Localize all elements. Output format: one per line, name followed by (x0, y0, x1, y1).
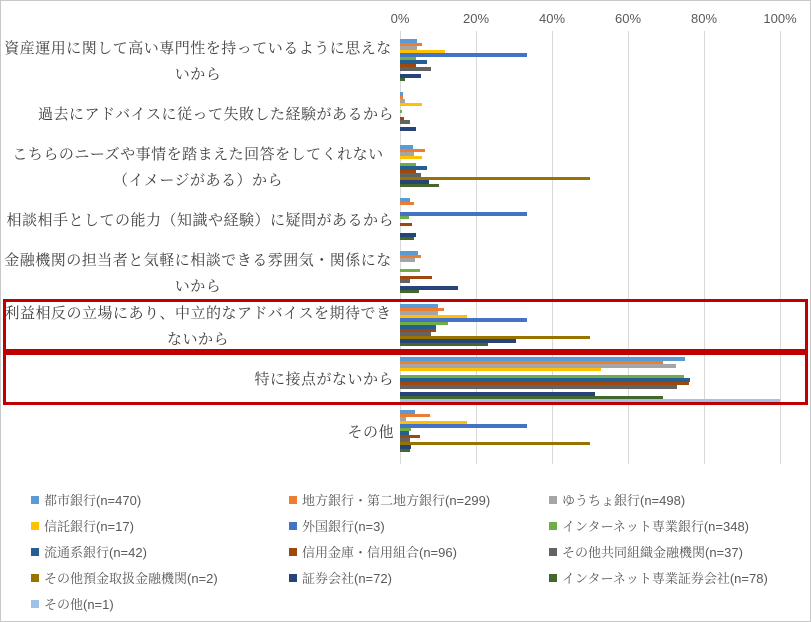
legend-label: インターネット専業証券会社(n=78) (562, 571, 768, 586)
legend-label: 流通系銀行(n=42) (44, 545, 147, 560)
legend-item (549, 568, 768, 587)
legend-item (31, 490, 141, 509)
category-label-text: 特に接点がないから (254, 370, 394, 388)
legend-swatch-icon (549, 548, 557, 556)
category-label-text: 相談相手としての能力（知識や経験）に疑問があるから (6, 211, 394, 229)
legend-label: 地方銀行・第二地方銀行(n=299) (302, 493, 491, 508)
legend-swatch-icon (31, 548, 39, 556)
legend-item (31, 568, 218, 587)
legend-swatch-icon (31, 600, 39, 608)
legend-item (289, 568, 392, 587)
legend-label: インターネット専業銀行(n=348) (562, 519, 750, 534)
legend-item (289, 542, 457, 561)
legend-label: 証券会社(n=72) (302, 571, 392, 586)
legend-swatch-icon (549, 522, 557, 530)
legend-item (549, 516, 749, 535)
category-label-text: その他 (347, 423, 394, 441)
legend-item (31, 516, 134, 535)
category-label-text: 過去にアドバイスに従って失敗した経験があるから (37, 105, 394, 123)
legend-swatch-icon (289, 522, 297, 530)
legend-label: ゆうちょ銀行(n=498) (562, 493, 686, 508)
x-axis-tick-label: 40% (538, 11, 566, 26)
x-axis-tick-label: 60% (614, 11, 642, 26)
legend-label: 信託銀行(n=17) (44, 519, 134, 534)
legend-swatch-icon (31, 522, 39, 530)
legend-item (31, 542, 147, 561)
legend-item (549, 542, 743, 561)
x-axis-tick-label: 80% (690, 11, 718, 26)
legend-item (289, 490, 490, 509)
legend-label: 都市銀行(n=470) (44, 493, 142, 508)
legend-swatch-icon (289, 496, 297, 504)
x-axis-tick-label: 20% (462, 11, 490, 26)
category-label-text: 資産運用に関して高い専門性を持っているように思えないから (4, 39, 392, 83)
legend-label: 外国銀行(n=3) (302, 519, 385, 534)
legend-swatch-icon (31, 574, 39, 582)
legend-swatch-icon (31, 496, 39, 504)
legend-item (549, 490, 685, 509)
legend-swatch-icon (289, 574, 297, 582)
category-label-text: こちらのニーズや事情を踏まえた回答をしてくれない（イメージがある）から (12, 145, 384, 189)
x-axis-tick-label: 100% (763, 11, 797, 26)
category-label-text: 金融機関の担当者と気軽に相談できる雰囲気・関係にないから (4, 251, 392, 295)
legend-swatch-icon (289, 548, 297, 556)
x-axis-tick-label: 0% (390, 11, 410, 26)
legend-item (289, 516, 385, 535)
category-label-text: 利益相反の立場にあり、中立的なアドバイスを期待できないから (4, 304, 392, 348)
legend-swatch-icon (549, 574, 557, 582)
legend-swatch-icon (549, 496, 557, 504)
legend-label: 信用金庫・信用組合(n=96) (302, 545, 457, 560)
legend (1, 1, 810, 621)
legend-label: その他預金取扱金融機関(n=2) (44, 571, 218, 586)
legend-item (31, 594, 114, 613)
legend-label: その他(n=1) (44, 597, 114, 612)
legend-label: その他共同組織金融機関(n=37) (562, 545, 743, 560)
